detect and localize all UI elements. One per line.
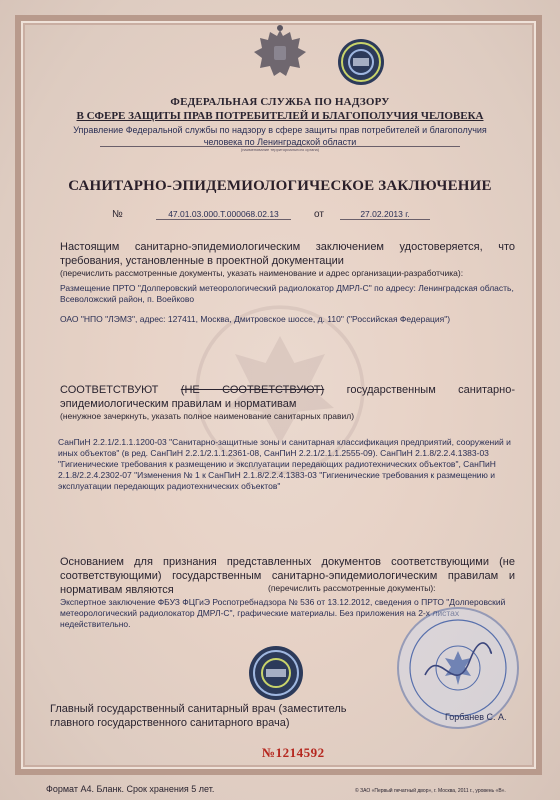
expert-conclusion: Экспертное заключение ФБУЗ ФЦГиЭ Роспотребнадзора № 536 от 13.12.2012, сведения о ПРТО "Долперовский метеорологический радиолокатор ДМРЛ-С", графические материалы. Без приложения на 2-х листах недействительно. (60, 597, 506, 629)
intro-text: Настоящим санитарно-эпидемиологическим заключением удостоверяется, что требования, установленные в проектной документации (60, 241, 515, 267)
double-headed-eagle-icon (248, 22, 312, 86)
document-number: 47.01.03.000.Т.000068.02.13 (156, 209, 291, 220)
hologram-sticker-icon (337, 38, 385, 86)
date-label: от (314, 209, 324, 220)
basis-text: Основанием для признания представленных документов соответствующими (не соответствующими) государственным санитарно-эпидемиологическим правилам и нормативам являются (60, 556, 515, 596)
developer-organization: ОАО "НПО "ЛЭМЗ", адрес: 127411, Москва, Дмитровское шоссе, д. 110" ("Российская Федерация") (60, 314, 451, 324)
number-label: № (112, 209, 123, 220)
signatory-title: Главный государственный санитарный врач (заместитель главного государственного санитарного врача) (50, 703, 347, 729)
footer-format: Формат А4. Бланк. Срок хранения 5 лет. (46, 784, 215, 794)
territory-caption: (наименование территориального органа) (240, 147, 320, 152)
placement-description: Размещение ПРТО "Долперовский метеорологический радиолокатор ДМРЛ-С" по адресу: Ленинградская область, Всеволожский район, п. Воейково (60, 283, 514, 304)
serial-number: №1214592 (262, 745, 325, 760)
department-name: Управление Федеральной службы по надзору в сфере защиты прав потребителей и благополучия человека по Ленинградской области (73, 125, 487, 147)
footer-printer: © ЗАО «Первый печатный двор», г. Москва, 2011 г., уровень «В». (355, 788, 506, 794)
hologram-sticker-icon (248, 645, 304, 701)
conformity-note: (ненужное зачеркнуть, указать полное наименование санитарных правил) (60, 411, 355, 421)
not-conforms-label: (НЕ СООТВЕТСТВУЮТ) (180, 384, 325, 396)
conformity-statement (60, 383, 515, 411)
sanpin-list: СанПиН 2.2.1/2.1.1.1200-03 "Санитарно-защитные зоны и санитарная классификация предприятий, сооружений и иных объектов" (в ред. СанПиН 2.2.1/2.1.1.2361-08, СанПиН 2.2.1/2.1.1.2555-09). СанПиН 2.1.8/2.2.4.1383-03 "Гигиенические требования к размещению и эксплуатации передающих радиотехнических объектов", СанПиН 2.1.8/2.2.4.2302-07 "Изменения № 1 к СанПиН 2.1.8/2.2.4.1383-03 "Гигиенические требования к размещению и эксплуатации передающих радиотехнических объектов" (58, 437, 511, 491)
basis-note: (перечислить рассмотренные документы): (268, 583, 436, 593)
document-date: 27.02.2013 г. (340, 209, 430, 220)
document-title: САНИТАРНО-ЭПИДЕМИОЛОГИЧЕСКОЕ ЗАКЛЮЧЕНИЕ (68, 178, 492, 194)
intro-note: (перечислить рассмотренные документы, указать наименование и адрес организации-разработчика): (60, 268, 464, 278)
agency-title-line2: В СФЕРЕ ЗАЩИТЫ ПРАВ ПОТРЕБИТЕЛЕЙ И БЛАГОПОЛУЧИЯ ЧЕЛОВЕКА (76, 110, 484, 122)
conformity-text: государственным санитарно-эпидемиологическим правилам и нормативам (60, 384, 515, 410)
conforms-label: СООТВЕТСТВУЮТ (60, 384, 159, 396)
agency-title-line1: ФЕДЕРАЛЬНАЯ СЛУЖБА ПО НАДЗОРУ (170, 96, 390, 108)
signatory-name: Горбанев С. А. (445, 712, 507, 722)
